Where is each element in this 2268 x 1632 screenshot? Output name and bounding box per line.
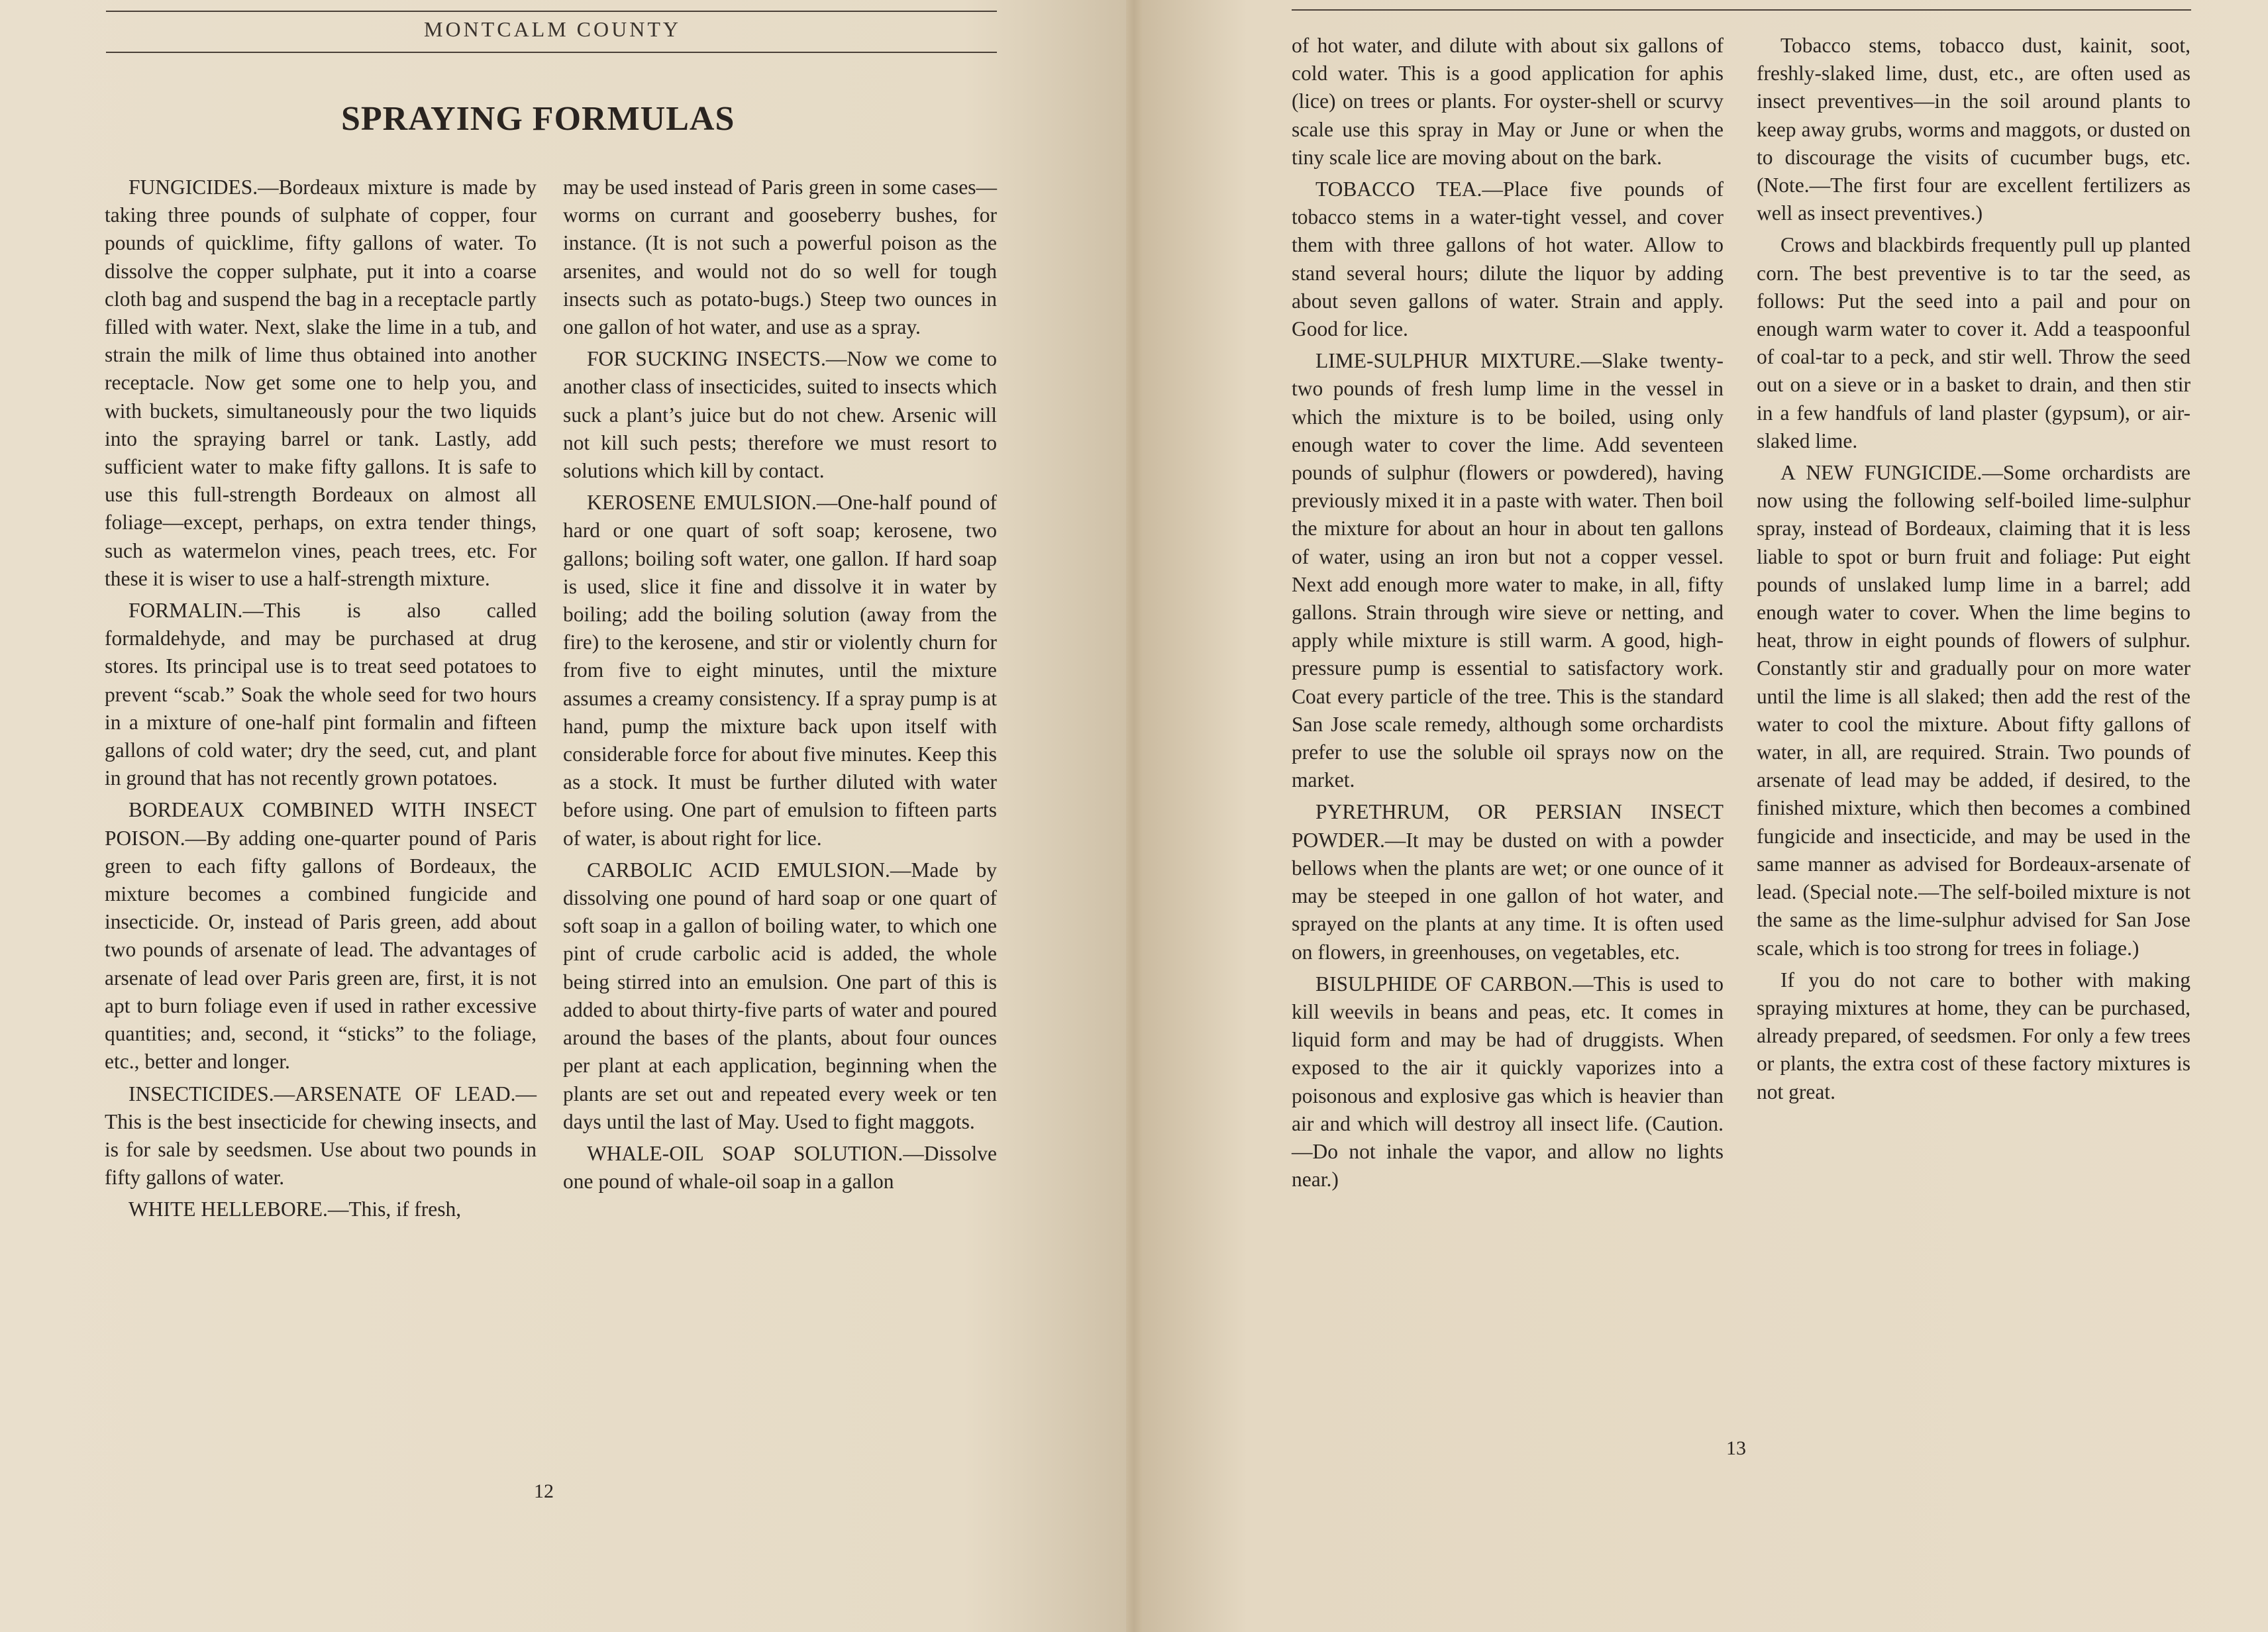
paragraph: Tobacco stems, tobacco dust, kainit, soot, freshly-slaked lime, dust, etc., are often used as insect preventives—in the soil around plants to keep away grubs, worms and maggots, or dusted on to discourage the visits of cucumber bugs, etc. (Note.—The first four are excellent fertilizers as well as insect preventives.): [1757, 34, 2191, 225]
page-number-right: 13: [1726, 1437, 1746, 1459]
paragraph: INSECTICIDES.—ARSENATE OF LEAD.—This is the best insecticide for chewing insects, and is for sale by seedsmen. Use about two pounds in fifty gallons of water.: [105, 1082, 537, 1190]
right-col-2: [1757, 32, 2191, 1106]
header-bottom-rule: [106, 52, 997, 53]
paragraph: WHALE-OIL SOAP SOLUTION.—Dissolve one pound of whale-oil soap in a gallon: [563, 1141, 997, 1194]
right-header-rule: [1292, 9, 2191, 11]
paragraph: CARBOLIC ACID EMULSION.—Made by dissolving one pound of hard soap or one quart of soft soap in a gallon of boiling water, to which one pint of crude carbolic acid is added, the whole being stirred into an emulsion. One part of this is added to about thirty-five parts of water and poured around the bases of the plants, about four ounces per plant at each application, beginning when the plants are set out and repeated every week or ten days until the last of May. Used to fight maggots.: [563, 858, 997, 1133]
running-head: MONTCALM COUNTY: [424, 17, 681, 41]
paragraph: FUNGICIDES.—Bordeaux mixture is made by taking three pounds of sulphate of copper, four pounds of quicklime, fifty gallons of water. To dissolve the copper sulphate, put it into a coarse cloth bag and suspend the bag in a receptacle partly filled with water. Next, slake the lime in a tub, and strain the milk of lime thus obtained into another receptacle. Now get some one to help you, and with buckets, simultaneously pour the two liquids into the spraying barrel or tank. Lastly, add sufficient water to make fifty gallons. It is safe to use this full-strength Bordeaux on almost all foliage—except, perhaps, on extra tender things, such as watermelon vines, peach trees, etc. For these it is wiser to use a half-strength mixture.: [105, 176, 537, 590]
book-gutter: [1126, 0, 1142, 1632]
paragraph: FORMALIN.—This is also called formaldehyde, and may be purchased at drug stores. Its principal use is to treat seed potatoes to prevent “scab.” Soak the whole seed for two hours in a mixture of one-half pint formalin and fifteen gallons of cold water; dry the seed, cut, and plant in ground that has not recently grown potatoes.: [105, 599, 537, 790]
paragraph: BORDEAUX COMBINED WITH INSECT POISON.—By adding one-quarter pound of Paris green to each fifty gallons of Bordeaux, the mixture becomes a combined fungicide and insecticide. Or, instead of Paris green, add about two pounds of arsenate of lead. The advantages of arsenate of lead over Paris green are, first, it is not apt to burn foliage even if used in rather excessive quantities; and, second, it “sticks” to the foliage, etc., better and longer.: [105, 798, 537, 1074]
page-title: SPRAYING FORMULAS: [341, 100, 735, 138]
paragraph: PYRETHRUM, OR PERSIAN INSECT POWDER.—It may be dusted on with a powder bellows when the plants are wet; or one ounce of it may be steeped in one gallon of hot water, and sprayed on the plants at any time. It is often used on flowers, in greenhouses, on vegetables, etc.: [1292, 800, 1724, 964]
paragraph: BISULPHIDE OF CARBON.—This is used to kill weevils in beans and peas, etc. It comes in liquid form and may be had of druggists. When exposed to the air it quickly vaporizes into a poisonous and explosive gas which is heavier than air and which will destroy all insect life. (Caution.—Do not inhale the vapor, and allow no lights near.): [1292, 972, 1724, 1192]
paragraph: may be used instead of Paris green in some cases—worms on currant and gooseberry bushes, for instance. (It is not such a powerful poison as the arsenites, and would not do so well for tough insects such as potato-bugs.) Steep two ounces in one gallon of hot water, and use as a spray.: [563, 176, 997, 339]
right-col-1: [1292, 32, 1724, 1194]
paragraph: TOBACCO TEA.—Place five pounds of tobacco stems in a water-tight vessel, and cover them with three gallons of hot water. Allow to stand several hours; dilute the liquor by adding about seven gallons of water. Strain and apply. Good for lice.: [1292, 178, 1724, 341]
paragraph: Crows and blackbirds frequently pull up planted corn. The best preventive is to tar the seed, as follows: Put the seed into a pail and pour on enough warm water to cover it. Add a teaspoonful of coal-tar to a peck, and stir well. Throw the seed out on a sieve or in a basket to drain, and then stir in a few handfuls of land plaster (gypsum), or air-slaked lime.: [1757, 233, 2191, 452]
left-col-2: [563, 174, 997, 1196]
paragraph: FOR SUCKING INSECTS.—Now we come to another class of insecticides, suited to insects which suck a plant’s juice but do not chew. Arsenic will not kill such pests; therefore we must resort to solutions which kill by contact.: [563, 347, 997, 483]
paragraph: A NEW FUNGICIDE.—Some orchardists are now using the following self-boiled lime-sulphur spray, instead of Bordeaux, claiming that it is less liable to spot or burn fruit and foliage: Put eight pounds of unslaked lump lime in a barrel; add enough water to cover. When the lime begins to heat, throw in eight pounds of flowers of sulphur. Constantly stir and gradually pour on more water until the lime is all slaked; then add the rest of the water to cool the mixture. About fifty gallons of water, in all, are required. Strain. Two pounds of arsenate of lead may be added, if desired, to the finished mixture, which then becomes a combined fungicide and insecticide, and may be used in the same manner as advised for Bordeaux-arsenate of lead. (Special note.—The self-boiled mixture is not the same as the lime-sulphur advised for San Jose scale, which is too strong for trees in foliage.): [1757, 461, 2191, 960]
page-number-left: 12: [534, 1480, 554, 1502]
paragraph: If you do not care to bother with making spraying mixtures at home, they can be purchased, already prepared, of seedsmen. For only a few trees or plants, the extra cost of these factory mixtures is not great.: [1757, 968, 2191, 1103]
paragraph: of hot water, and dilute with about six gallons of cold water. This is a good application for aphis (lice) on trees or plants. For oyster-shell or scurvy scale use this spray in May or June or when the tiny scale lice are moving about on the bark.: [1292, 34, 1724, 169]
paragraph: WHITE HELLEBORE.—This, if fresh,: [129, 1198, 462, 1221]
paragraph: LIME-SULPHUR MIXTURE.—Slake twenty-two pounds of fresh lump lime in the vessel in which the mixture is to be boiled, using only enough water to cover the lime. Add seventeen pounds of sulphur (flowers or powdered), having previously mixed it in a paste with water. Then boil the mixture for about an hour in about ten gallons of water, using an iron but not a copper vessel. Next add enough more water to make, in all, fifty gallons. Strain through wire sieve or netting, and apply while mixture is still warm. A good, high-pressure pump is essential to satisfactory work. Coat every particle of the tree. This is the standard San Jose scale remedy, although some orchardists prefer to use the soluble oil sprays now on the market.: [1292, 349, 1724, 792]
header-top-rule: [106, 11, 997, 12]
paragraph: KEROSENE EMULSION.—One-half pound of hard or one quart of soft soap; kerosene, two gallons; boiling soft water, one gallon. If hard soap is used, slice it fine and dissolve it in water by boiling; add the boiling solution (away from the fire) to the kerosene, and stir or violently churn for from five to eight minutes, until the mixture assumes a creamy consistency. If a spray pump is at hand, pump the mixture back upon itself with considerable force for about five minutes. Keep this as a stock. It must be further diluted with water before using. One part of emulsion to fifteen parts of water, is about right for lice.: [563, 491, 997, 850]
left-col-1: [105, 174, 537, 1224]
